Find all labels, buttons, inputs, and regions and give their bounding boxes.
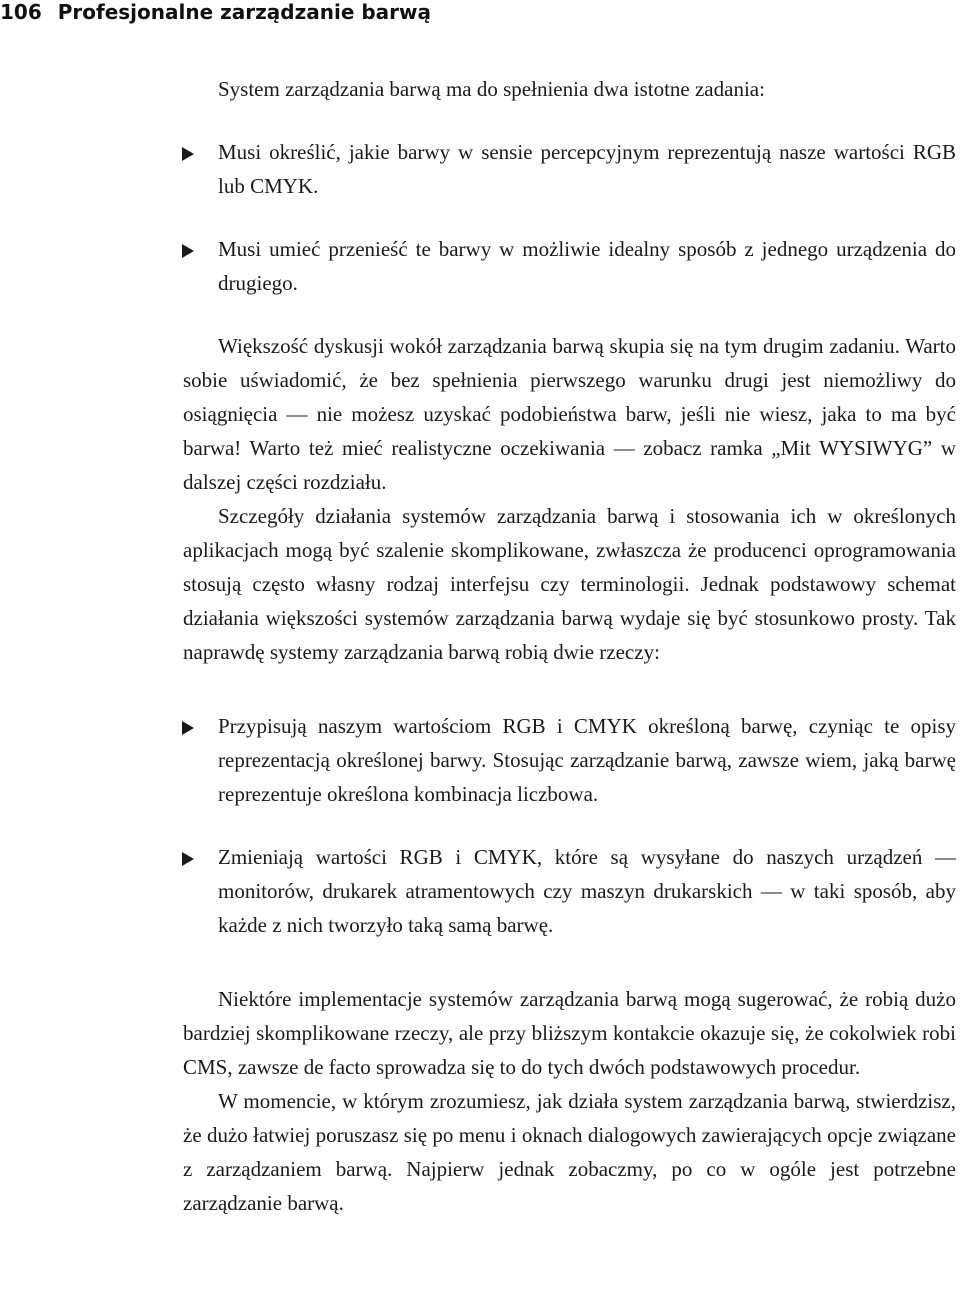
triangle-bullet-icon [182, 852, 194, 866]
body-paragraph: Niektóre implementacje systemów zarządzania barwą mogą sugerować, że robią dużo bardziej skomplikowane rzeczy, ale przy bliższym kontakcie okazuje się, że cokolwiek robi CMS, zawsze de facto sprowadza się to do tych dwóch podstawowych procedur. [183, 987, 956, 1079]
list-item [183, 840, 956, 942]
task-list [183, 135, 956, 300]
list-item [183, 135, 956, 203]
intro-paragraph: System zarządzania barwą ma do spełnienia dwa istotne zadania: [218, 77, 765, 101]
page-number: 106 [0, 0, 42, 24]
list-item-text: Zmieniają wartości RGB i CMYK, które są wysyłane do naszych urządzeń — monitorów, drukarek atramentowych czy maszyn drukarskich — w taki sposób, aby każde z nich tworzyło taką samą barwę. [218, 845, 956, 937]
running-header [0, 0, 431, 30]
body-paragraph: W momencie, w którym zrozumiesz, jak działa system zarządzania barwą, stwierdzisz, że dużo łatwiej poruszasz się po menu i oknach dialogowych zawierających opcje związane z zarządzaniem barwą. Najpierw jednak zobaczmy, po co w ogóle jest potrzebne zarządzanie barwą. [183, 1089, 956, 1215]
chapter-title: Profesjonalne zarządzanie barwą [57, 0, 431, 24]
list-item-text: Musi określić, jakie barwy w sensie percepcyjnym reprezentują nasze wartości RGB lub CMYK. [218, 140, 956, 198]
page-body [183, 72, 956, 1220]
list-item [183, 232, 956, 300]
list-item-text: Przypisują naszym wartościom RGB i CMYK określoną barwę, czyniąc te opisy reprezentacją określonej barwy. Stosując zarządzanie barwą, zawsze wiem, jaką barwę reprezentuje określona kombinacja liczbowa. [218, 714, 956, 806]
triangle-bullet-icon [182, 147, 194, 161]
triangle-bullet-icon [182, 721, 194, 735]
cms-functions-list [183, 709, 956, 942]
list-item-text: Musi umieć przenieść te barwy w możliwie idealny sposób z jednego urządzenia do drugiego. [218, 237, 956, 295]
body-paragraph: Większość dyskusji wokół zarządzania barwą skupia się na tym drugim zadaniu. Warto sobie uświadomić, że bez spełnienia pierwszego warunku drugi jest niemożliwy do osiągnięcia — nie możesz uzyskać podobieństwa barw, jeśli nie wiesz, jaka to ma być barwa! Warto też mieć realistyczne oczekiwania — zobacz ramka „Mit WYSIWYG” w dalszej części rozdziału. [183, 334, 956, 494]
list-item [183, 709, 956, 811]
body-paragraph: Szczegóły działania systemów zarządzania barwą i stosowania ich w określonych aplikacjach mogą być szalenie skomplikowane, zwłaszcza że producenci oprogramowania stosują często własny rodzaj interfejsu czy terminologii. Jednak podstawowy schemat działania większości systemów zarządzania barwą wydaje się być stosunkowo prosty. Tak naprawdę systemy zarządzania barwą robią dwie rzeczy: [183, 504, 956, 664]
triangle-bullet-icon [182, 244, 194, 258]
